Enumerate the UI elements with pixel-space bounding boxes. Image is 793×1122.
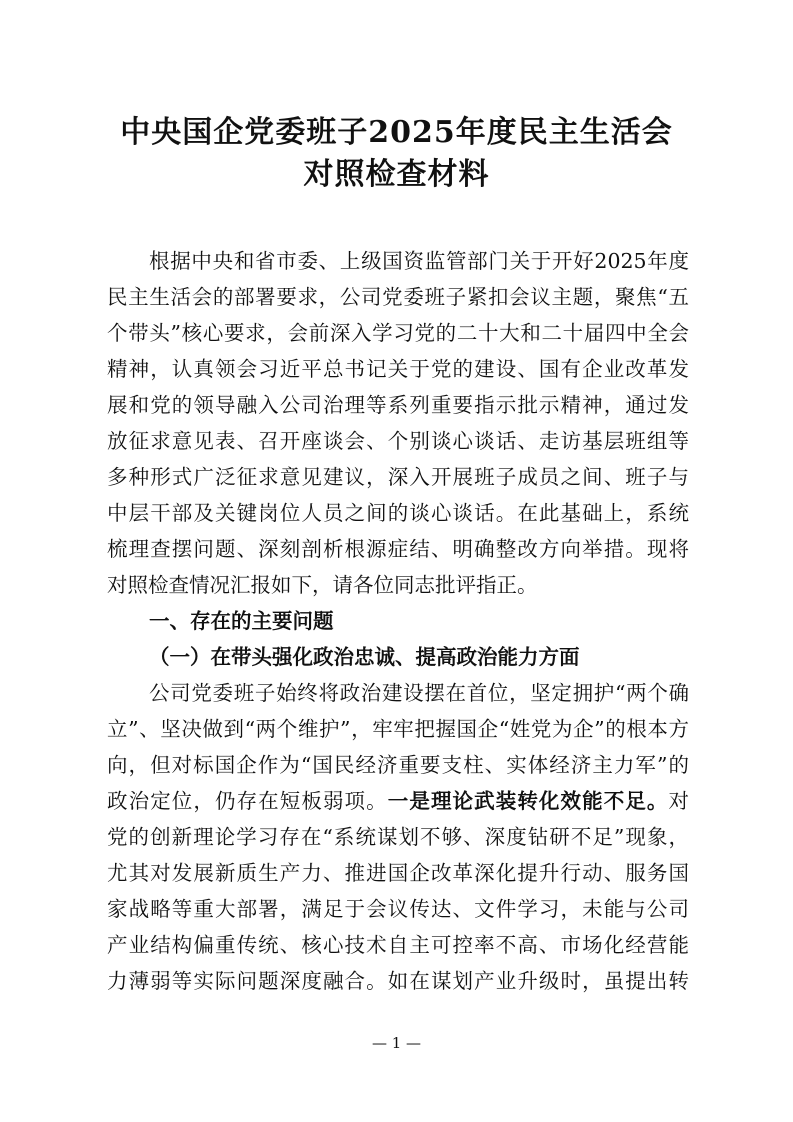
paragraph-line: 党的创新理论学习存在“系统谋划不够、深度钻研不足”现象， bbox=[107, 825, 689, 849]
document-title-line-2: 对照检查材料 bbox=[303, 157, 490, 192]
paragraph-line: 力薄弱等实际问题深度融合。如在谋划产业升级时，虽提出转 bbox=[107, 969, 689, 993]
bold-emphasis-text: 一是理论武装转化效能不足。 bbox=[387, 789, 669, 813]
text-segment: 政治定位，仍存在短板弱项。 bbox=[107, 789, 388, 813]
paragraph-line: 尤其对发展新质生产力、推进国企改革深化提升行动、服务国 bbox=[107, 861, 689, 885]
paragraph-line: 个带头”核心要求，会前深入学习党的二十大和二十届四中全会 bbox=[107, 321, 689, 345]
document-title-line-1: 中央国企党委班子2025年度民主生活会 bbox=[120, 115, 673, 150]
paragraph-line: 梳理查摆问题、深刻剖析根源症结、明确整改方向举措。现将 bbox=[107, 537, 689, 561]
paragraph-line: 立”、坚决做到“两个维护”，牢牢把握国企“姓党为企”的根本方 bbox=[107, 717, 689, 741]
paragraph-line: 精神，认真领会习近平总书记关于党的建设、国有企业改革发 bbox=[107, 357, 689, 381]
paragraph-line: 公司党委班子始终将政治建设摆在首位，坚定拥护“两个确 bbox=[149, 681, 689, 705]
document-body bbox=[107, 243, 689, 999]
section-heading: 一、存在的主要问题 bbox=[149, 609, 334, 633]
paragraph-line: 中层干部及关键岗位人员之间的谈心谈话。在此基础上，系统 bbox=[107, 501, 689, 525]
paragraph-line bbox=[107, 783, 689, 819]
text-segment: 对 bbox=[668, 789, 689, 813]
paragraph-line: 民主生活会的部署要求，公司党委班子紧扣会议主题，聚焦“五 bbox=[107, 285, 689, 309]
paragraph-line: 展和党的领导融入公司治理等系列重要指示批示精神，通过发 bbox=[107, 393, 689, 417]
paragraph-line: 向，但对标国企作为“国民经济重要支柱、实体经济主力军”的 bbox=[107, 753, 689, 777]
paragraph-line: 多种形式广泛征求意见建议，深入开展班子成员之间、班子与 bbox=[107, 465, 689, 489]
paragraph-line: 产业结构偏重传统、核心技术自主可控率不高、市场化经营能 bbox=[107, 933, 689, 957]
page-number: — 1 — bbox=[371, 1034, 422, 1052]
paragraph-line: 放征求意见表、召开座谈会、个别谈心谈话、走访基层班组等 bbox=[107, 429, 689, 453]
paragraph-line: 家战略等重大部署，满足于会议传达、文件学习，未能与公司 bbox=[107, 897, 689, 921]
paragraph-line: 根据中央和省市委、上级国资监管部门关于开好2025年度 bbox=[149, 249, 689, 273]
subsection-heading: （一）在带头强化政治忠诚、提高政治能力方面 bbox=[149, 645, 580, 669]
paragraph-line: 对照检查情况汇报如下，请各位同志批评指正。 bbox=[107, 573, 538, 597]
